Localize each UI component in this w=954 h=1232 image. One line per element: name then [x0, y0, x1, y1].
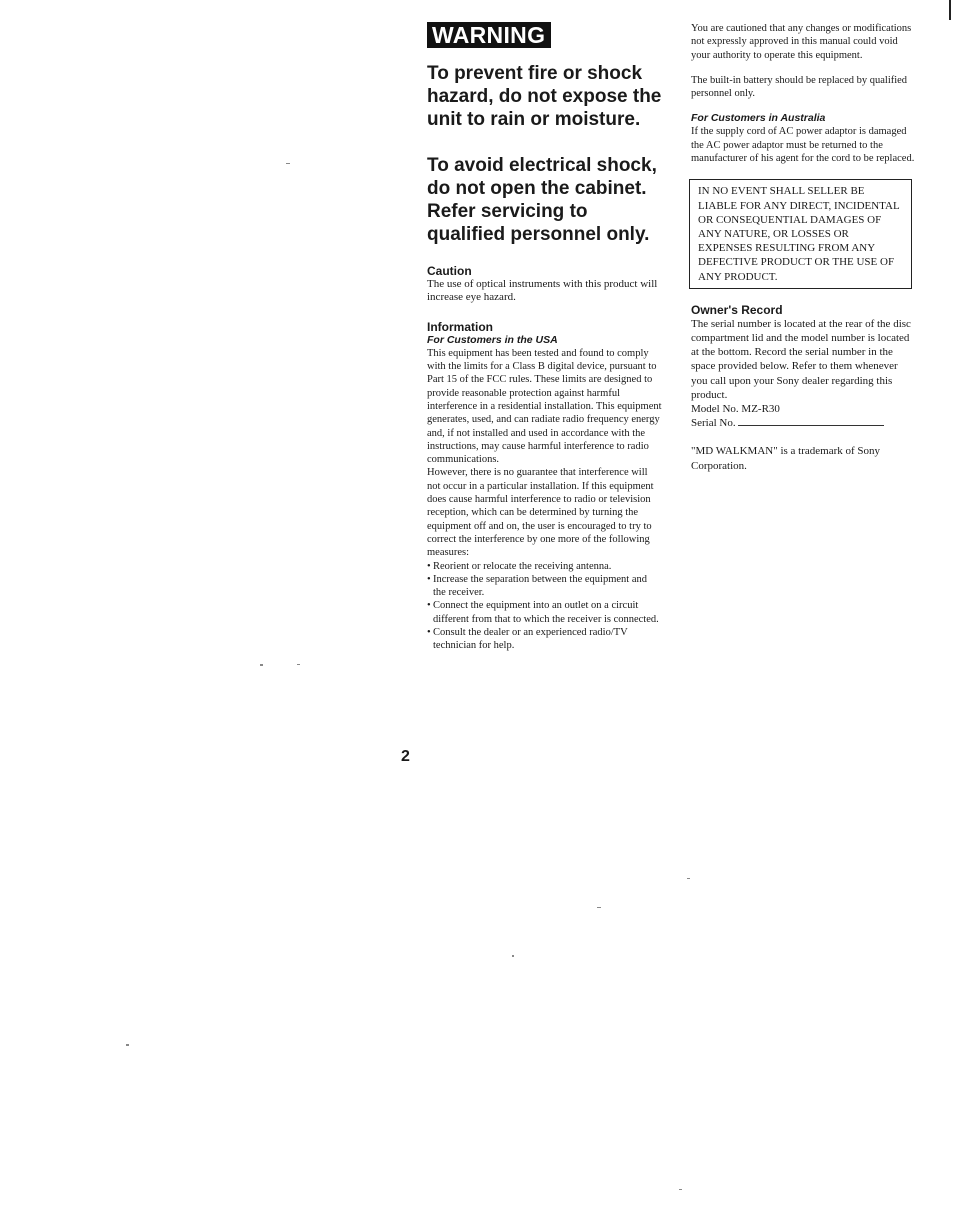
- scan-speck: [286, 163, 290, 164]
- measures-list: [427, 560, 662, 653]
- usa-subheading: For Customers in the USA: [427, 333, 558, 346]
- scan-speck: [679, 1189, 682, 1190]
- bullet-icon: •: [427, 573, 431, 585]
- modification-notice: You are cautioned that any changes or modifications not expressly approved in this manual could void your authority to operate this equipment.: [691, 23, 912, 61]
- serial-number-blank: [738, 416, 884, 426]
- owners-record-text: The serial number is located at the rear of the disc compartment lid and the model number is located at the bottom. Record the serial number in the space provided below. Refer to them whenever you call upon your Sony dealer regarding this product.: [691, 317, 911, 401]
- left-column: [427, 22, 662, 653]
- caution-text: The use of optical instruments with this product will increase eye hazard.: [427, 278, 658, 304]
- caution-section: [427, 264, 662, 305]
- trademark-notice: "MD WALKMAN" is a trademark of Sony Corporation.: [691, 445, 881, 472]
- model-number-label: Model No.: [691, 403, 739, 416]
- bullet-icon: •: [427, 560, 431, 572]
- owners-record-section: [691, 303, 916, 431]
- fcc-paragraph: This equipment has been tested and found to comply with the limits for a Class B digital device, pursuant to Part 15 of the FCC rules. These limits are designed to provide reasonable protection against harmful interference in a residential installation. This equipment generates, used, and can radiate radio frequency energy and, if not installed and used in accordance with the instructions, may cause harmful interference to radio communications.: [427, 347, 662, 466]
- scan-speck: [687, 878, 690, 879]
- australia-heading: For Customers in Australia: [691, 112, 826, 125]
- list-item: • Connect the equipment into an outlet on a circuit different from that to which the receiver is connected.: [427, 600, 659, 625]
- page-number: 2: [401, 748, 410, 765]
- list-item: • Consult the dealer or an experienced radio/TV technician for help.: [427, 627, 628, 652]
- caution-heading: Caution: [427, 264, 472, 278]
- scan-speck: [126, 1044, 129, 1046]
- scan-edge-mark: [949, 0, 951, 20]
- list-item: • Increase the separation between the equipment and the receiver.: [427, 573, 647, 599]
- serial-number-line: [691, 416, 916, 430]
- battery-notice: The built-in battery should be replaced by qualified personnel only.: [691, 74, 908, 100]
- information-heading: Information: [427, 319, 493, 334]
- warning-label: WARNING: [427, 22, 551, 48]
- scan-speck: [512, 955, 514, 957]
- serial-number-label: Serial No.: [691, 417, 736, 430]
- scan-speck: [297, 664, 300, 665]
- bullet-icon: •: [427, 627, 431, 639]
- model-number-line: [691, 402, 916, 416]
- information-section: [427, 320, 662, 653]
- australia-text: If the supply cord of AC power adaptor is damaged the AC power adaptor must be returned to the manufacturer of his agent for the cord to be replaced.: [691, 126, 915, 165]
- scan-speck: [597, 907, 601, 908]
- australia-section: [691, 112, 916, 165]
- liability-disclaimer-box: IN NO EVENT SHALL SELLER BE LIABLE FOR ANY DIRECT, INCIDENTAL OR CONSEQUENTIAL DAMAGES OF ANY NATURE, OR LOSSES OR EXPENSES RESULTING FROM ANY DEFECTIVE PRODUCT OR THE USE OF ANY PRODUCT.: [689, 179, 912, 288]
- scan-speck: [260, 664, 263, 666]
- list-item: • Reorient or relocate the receiving antenna.: [427, 560, 612, 572]
- bullet-icon: •: [427, 600, 431, 612]
- owners-record-heading: Owner's Record: [691, 302, 783, 317]
- interference-paragraph: However, there is no guarantee that interference will not occur in a particular installation. If this equipment does cause harmful interference to radio or television reception, which can be determined by turning the equipment off and on, the user is encouraged to try to correct the interference by one more of the following measures:: [427, 467, 654, 559]
- model-number-value: MZ-R30: [741, 403, 780, 416]
- fire-warning-heading: To prevent fire or shock hazard, do not expose the unit to rain or moisture.: [427, 63, 662, 130]
- shock-warning-heading: To avoid electrical shock, do not open the cabinet. Refer servicing to qualified personnel only.: [427, 155, 657, 245]
- right-column: [691, 22, 916, 473]
